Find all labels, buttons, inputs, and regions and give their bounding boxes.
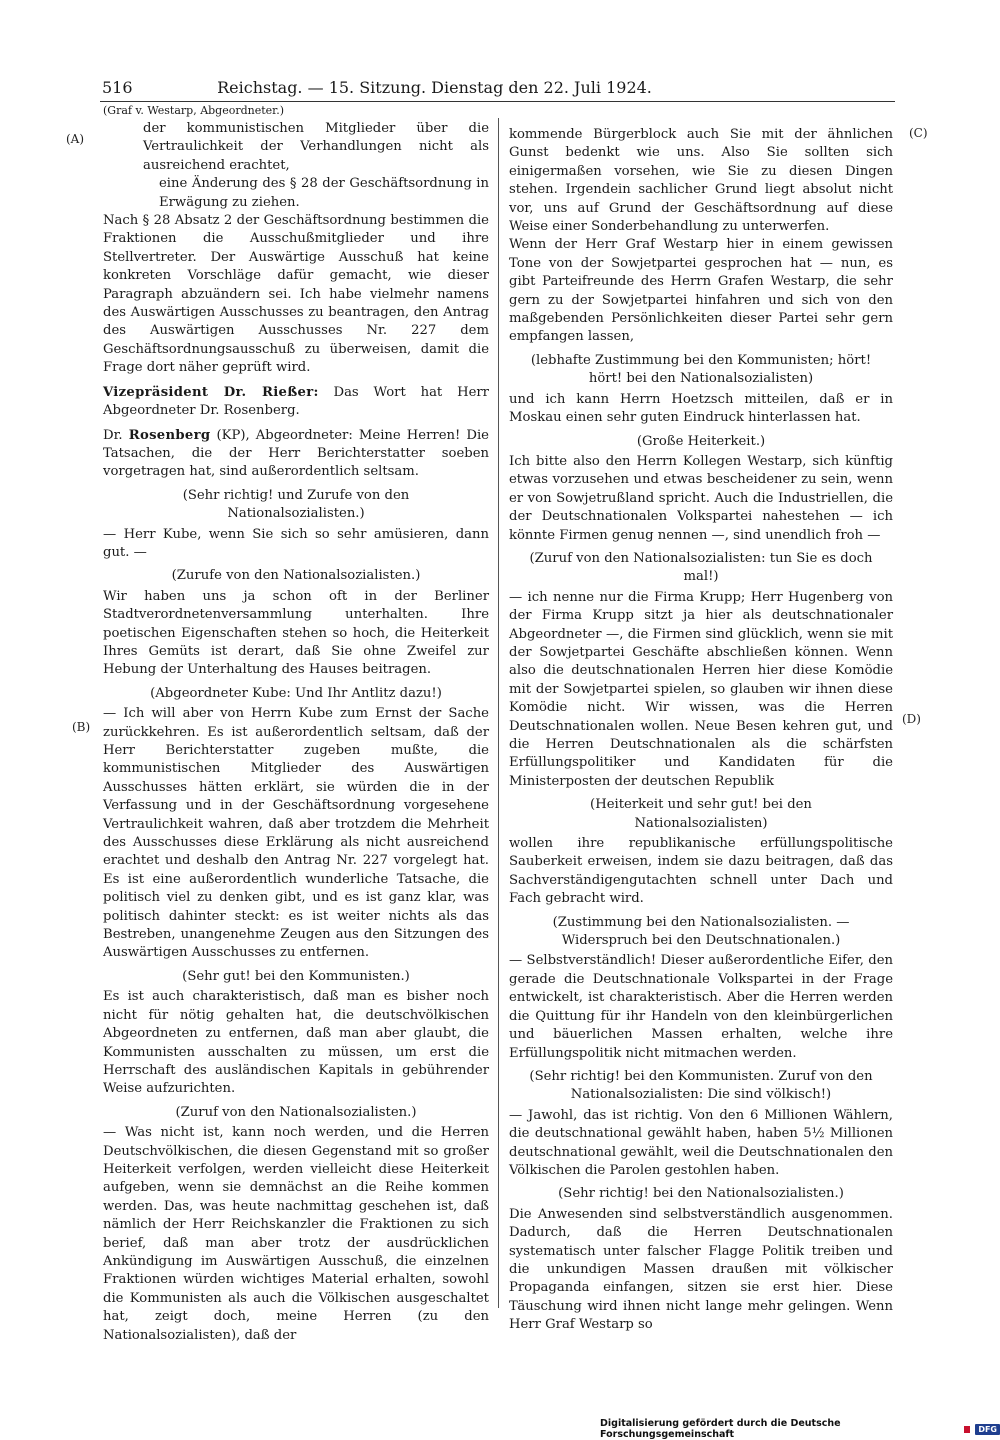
margin-mark-d: (D): [902, 712, 921, 726]
funding-footer: [600, 1418, 1000, 1440]
paragraph: und ich kann Herrn Hoetzsch mitteilen, daß er in Moskau einen sehr guten Eindruck hinterlassen hat.: [509, 391, 893, 426]
paragraph: kommende Bürgerblock auch Sie mit der ähnlichen Gunst bedenkt wie uns. Also Sie sollten sich einigermaßen vorsehen, wie Sie zu diesen Dingen stehen. Irgendein sachlicher Grund liegt absolut nicht vor, uns auf Grund der Geschäftsordnung auf diese Weise einer Sonderbehandlung zu unterwerfen.: [509, 127, 893, 235]
speaker-attribution: (Graf v. Westarp, Abgeordneter.): [103, 104, 285, 117]
page-number: 516: [102, 78, 133, 97]
paragraph: eine Änderung des § 28 der Geschäftsordnung in Erwägung zu ziehen.: [159, 176, 489, 210]
interjection: (Sehr richtig! bei den Nationalsozialisten.): [558, 1186, 844, 1202]
speaker-name: Rosenberg: [128, 427, 211, 443]
paragraph: Die Anwesenden sind selbstverständlich ausgenommen. Dadurch, daß die Herren Deutschnationalen systematisch unter falscher Flagge Politik treiben und die unkundigen Massen draußen mit völkischer Propaganda einfangen, sitzen sie erst hier. Diese Täuschung wird ihnen nicht lange mehr gelingen. Wenn Herr Graf Westarp so: [509, 1206, 893, 1333]
paragraph: — Ich will aber von Herrn Kube zum Ernst der Sache zurückkehren. Es ist außerordentlich seltsam, daß der Herr Berichterstatter zugeben mußte, die kommunistischen Mitglieder des Auswärtigen Ausschusses hätten erklärt, sie würden die in der Verfassung und in der Geschäftsordnung vorgesehene Vertraulichkeit wahren, daß aber trotzdem die Mehrheit des Ausschusses diese Erklärung als nicht ausreichend erachtet und deshalb den Antrag Nr. 227 vorgelegt hat. Es ist eine außerordentlich wunderliche Tatsache, die politisch viel zu denken gibt, und es ist ganz klar, was politisch dahinter steckt: es ist weiter nichts als das Bestreben, unangenehme Zeugen aus den Sitzungen des Auswärtigen Ausschusses zu entfernen.: [103, 706, 489, 961]
paragraph: — Selbstverständlich! Dieser außerordentliche Eifer, den gerade die Deutschnationale Volkspartei in der Frage entwickelt, ist charakteristisch. Aber die Herren werden die Quittung für ihr Handeln von den kleinbürgerlichen und bäuerlichen Massen erhalten, welche ihre Erfüllungspolitik nicht mitmachen werden.: [509, 953, 893, 1061]
speaker-name: Vizepräsident Dr. Rießer:: [103, 384, 319, 400]
paragraph: der kommunistischen Mitglieder über die Vertraulichkeit der Verhandlungen nicht als ausreichend erachtet,: [143, 121, 489, 173]
interjection: (Heiterkeit und sehr gut! bei den Nationalsozialisten): [590, 797, 812, 831]
speech-text: (KP), Abgeordneter: Meine Herren! Die Tatsachen, die der Herr Berichterstatter soeben vorgetragen hat, sind außerordentlich seltsam.: [103, 427, 489, 480]
interjection: (Abgeordneter Kube: Und Ihr Antlitz dazu!): [150, 685, 442, 701]
interjection: (Zuruf von den Nationalsozialisten.): [175, 1104, 417, 1120]
margin-mark-c: (C): [909, 126, 928, 140]
interjection: (Zurufe von den Nationalsozialisten.): [171, 568, 421, 584]
speech-turn: [103, 384, 489, 421]
paragraph: — Jawohl, das ist richtig. Von den 6 Millionen Wählern, die deutschnational gewählt haben, haben 5½ Millionen deutschnational gewählt, weil die Deutschnationalen den Völkischen die Parolen gestohlen haben.: [509, 1107, 893, 1178]
page-header: [102, 78, 712, 97]
speech-text: Das Wort hat Herr Abgeordneter Dr. Rosenberg.: [103, 384, 489, 419]
interjection: (Zustimmung bei den Nationalsozialisten. — Widerspruch bei den Deutschnationalen.): [552, 914, 850, 949]
paragraph: Es ist auch charakteristisch, daß man es bisher noch nicht für nötig gehalten hat, die deutschvölkischen Abgeordneten zu entfernen, daß man aber glaubt, die Kommunisten ausschalten zu müssen, um erst die Herrschaft des ausländischen Kapitals in gebührender Weise aufzurichten.: [103, 989, 489, 1097]
dfg-logo-icon: DFG: [975, 1424, 1000, 1435]
paragraph: wollen ihre republikanische erfüllungspolitische Sauberkeit erweisen, indem sie dazu beitragen, daß das Sachverständigengutachten schnell unter Dach und Fach gebracht wird.: [509, 836, 893, 907]
paragraph: Wir haben uns ja schon oft in der Berliner Stadtverordnetenversammlung unterhalten. Ihre poetischen Eigenschaften stehen so hoch, die Heiterkeit Ihres Gemüts ist derart, daß Sie ohne Zweifel zur Hebung der Unterhaltung des Hauses beitragen.: [103, 588, 489, 678]
dfg-mark-icon: [964, 1426, 971, 1433]
header-rule: [100, 101, 895, 102]
column-divider: [498, 118, 499, 1308]
paragraph: — ich nenne nur die Firma Krupp; Herr Hugenberg von der Firma Krupp sitzt ja hier als deutschnationaler Abgeordneter —, die Firmen sind glücklich, wenn sie mit der Sowjetpartei Geschäfte abschließen können. Wenn also die deutschnationalen Herren hier diese Komödie mit der Sowjetpartei spielen, so glauben wir ihnen diese Komödie nicht. Wir wissen, was die Herren Deutschnationalen wollen. Neue Besen kehren gut, und die Herren Deutschnationalen als die schärfsten Erfüllungspolitiker und Kandidaten für die Ministerposten der deutschen Republik: [509, 589, 893, 789]
interjection: (Große Heiterkeit.): [636, 433, 766, 449]
margin-mark-b: (B): [72, 720, 91, 734]
interjection: (Sehr richtig! bei den Kommunisten. Zuruf von den Nationalsozialisten: Die sind völkisch!): [529, 1068, 873, 1103]
paragraph: — Herr Kube, wenn Sie sich so sehr amüsieren, dann gut. —: [103, 526, 489, 560]
right-column: [509, 126, 893, 1335]
interjection: (Sehr gut! bei den Kommunisten.): [182, 968, 410, 984]
speech-turn: [103, 427, 489, 482]
paragraph: — Was nicht ist, kann noch werden, und die Herren Deutschvölkischen, die diesen Gegenstand mit so großer Heiterkeit verfolgen, werden vielleicht diese Heiterkeit aufgeben, wenn sie demnächst an die Reihe kommen werden. Das, was heute nachmittag geschehen ist, daß nämlich der Herr Reichskanzler die Fraktionen zu sich berief, daß man aber trotz der ausdrücklichen Ankündigung im Auswärtigen Ausschuß, die einzelnen Fraktionen würden wichtiges Material erhalten, sowohl die Kommunisten als auch die Völkischen ausgeschaltet hat, zeigt doch, meine Herren (zu den Nationalsozialisten), daß der: [103, 1125, 489, 1343]
running-title: Reichstag. — 15. Sitzung. Dienstag den 22. Juli 1924.: [217, 78, 652, 97]
left-column: [103, 104, 489, 1345]
paragraph: Ich bitte also den Herrn Kollegen Westarp, sich künftig etwas vorzusehen und etwas bescheidener zu sein, wenn er von Sowjetrußland spricht. Auch die Industriellen, die der Deutschnationalen Volkspartei nahestehen — ich könnte Firmen genug nennen —, sind unendlich froh —: [509, 453, 893, 543]
interjection: (Sehr richtig! und Zurufe von den Nationalsozialisten.): [182, 487, 410, 522]
funding-note: Digitalisierung gefördert durch die Deutsche Forschungsgemeinschaft: [600, 1418, 841, 1440]
interjection: (Zuruf von den Nationalsozialisten: tun Sie es doch mal!): [529, 550, 873, 585]
speaker-title: Dr.: [103, 427, 123, 443]
interjection: (lebhafte Zustimmung bei den Kommunisten; hört! hört! bei den Nationalsozialisten): [530, 352, 872, 387]
paragraph: Nach § 28 Absatz 2 der Geschäftsordnung bestimmen die Fraktionen die Ausschußmitglieder und ihre Stellvertreter. Der Auswärtige Ausschuß hat keine konkreten Vorschläge dafür gemacht, wie dieser Paragraph abzuändern sei. Ich habe vielmehr namens des Auswärtigen Ausschusses zu beantragen, den Antrag des Auswärtigen Ausschusses Nr. 227 dem Geschäftsordnungsausschuß zu überweisen, damit die Frage dort näher geprüft wird.: [103, 213, 489, 376]
paragraph: Wenn der Herr Graf Westarp hier in einem gewissen Tone von der Sowjetpartei gesprochen hat — nun, es gibt Parteifreunde des Herrn Grafen Westarp, die sehr gern zu der Sowjetpartei hinfahren und sich von den maßgebenden Persönlichkeiten dieser Partei sehr gern empfangen lassen,: [509, 237, 893, 345]
margin-mark-a: (A): [66, 132, 85, 146]
